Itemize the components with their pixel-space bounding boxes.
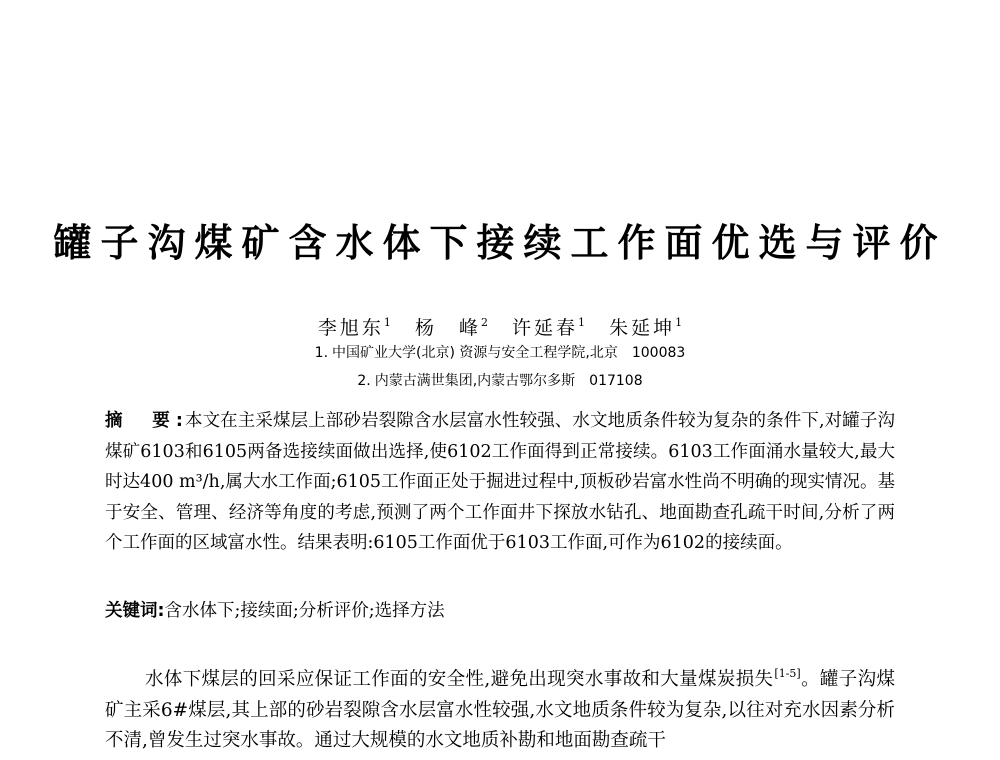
keywords-text: 含水体下;接续面;分析评价;选择方法 xyxy=(164,601,445,621)
author-list xyxy=(0,310,1000,341)
author-name: 杨 峰 xyxy=(414,317,481,339)
affiliation-2 xyxy=(0,371,1000,391)
affiliation-text: 中国矿业大学(北京) 资源与安全工程学院,北京 100083 xyxy=(332,345,686,361)
author-name: 李旭东 xyxy=(317,317,384,339)
abstract-text: 本文在主采煤层上部砂岩裂隙含水层富水性较强、水文地质条件较为复杂的条件下,对罐子沟煤矿6103和6105两备选接续面做出选择,使6102工作面得到正常接续。6103工作面涌水量较大,最大时达400 m³/h,属大水工作面;6105工作面正处于掘进过程中,顶板砂岩富水性尚不明确的现实情况。基于安全、管理、经济等角度的考虑,预测了两个工作面井下探放水钻孔、地面勘查孔疏干时间,分析了两个工作面的区域富水性。结果表明:6105工作面优于6103工作面,可作为6102的接续面。 xyxy=(105,411,896,553)
author-affiliation-mark: 1 xyxy=(383,316,391,329)
affiliation-1 xyxy=(0,343,1000,363)
abstract-label: 摘 要 xyxy=(105,411,176,431)
abstract xyxy=(105,406,895,559)
author-name: 许延春 xyxy=(512,317,579,339)
author xyxy=(512,310,585,341)
author-affiliation-mark: 1 xyxy=(675,316,683,329)
paper-title: 罐子沟煤矿含水体下接续工作面优选与评价 xyxy=(53,221,947,265)
body-text-part1: 水体下煤层的回采应保证工作面的安全性,避免出现突水事故和大量煤炭损失 xyxy=(145,669,774,690)
affiliation-text: 内蒙古满世集团,内蒙古鄂尔多斯 017108 xyxy=(374,373,643,389)
keywords-label: 关键词: xyxy=(105,601,165,621)
author-name: 朱延坤 xyxy=(609,317,676,339)
abstract-label-colon: : xyxy=(175,411,183,431)
affiliation-number: 1. xyxy=(314,345,329,361)
citation-reference: [1-5] xyxy=(774,667,801,680)
author xyxy=(415,310,488,341)
author xyxy=(609,310,682,341)
body-paragraph xyxy=(105,659,895,757)
author xyxy=(318,310,391,341)
author-affiliation-mark: 1 xyxy=(578,316,586,329)
author-affiliation-mark: 2 xyxy=(480,316,488,329)
affiliation-number: 2. xyxy=(357,373,371,389)
body-text-part2: 。罐子沟煤矿主采6#煤层,其上部的砂岩裂隙含水层富水性较强,水文地质条件较为复杂,以往对充水因素分析不清,曾发生过突水事故。通过大规模的水文地质补勘和地面勘查疏干 xyxy=(105,669,895,751)
keywords xyxy=(105,597,895,625)
